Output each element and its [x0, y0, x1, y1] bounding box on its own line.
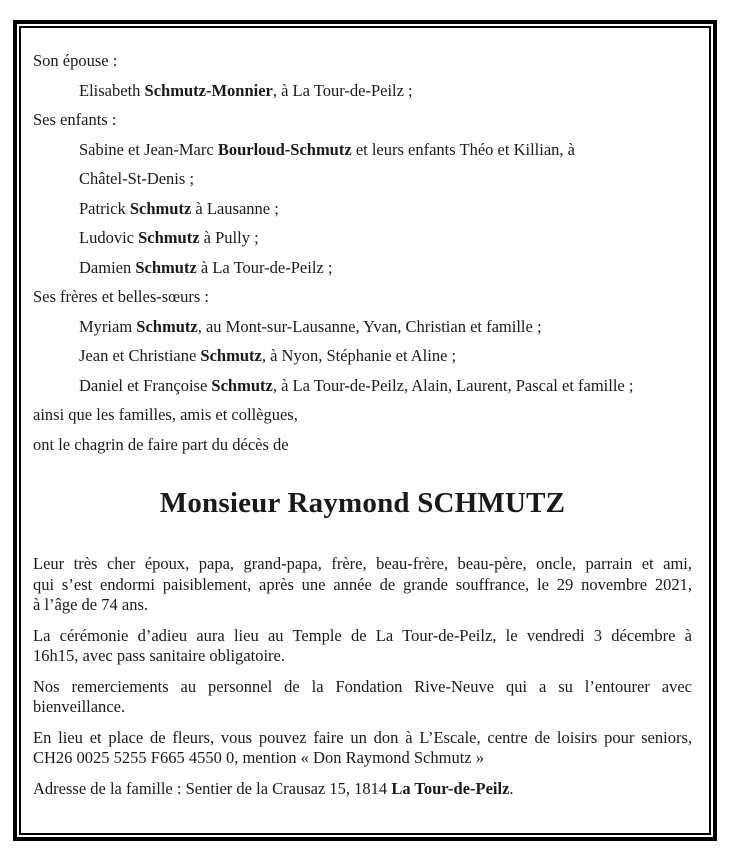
- text-segment: Myriam: [79, 316, 137, 336]
- text-segment: Daniel et Françoise: [79, 375, 212, 395]
- paragraph-line: [33, 677, 692, 698]
- text-segment: Ses frères et belles-sœurs :: [33, 287, 209, 306]
- text-segment: Son épouse :: [33, 51, 118, 70]
- family-list: [33, 46, 692, 459]
- text-segment: Sabine et Jean-Marc: [79, 139, 218, 159]
- text-segment: , au Mont-sur-Lausanne, Yvan, Christian et famille ;: [197, 316, 542, 336]
- family-list-line: [33, 194, 692, 224]
- text-segment: Elisabeth: [79, 80, 145, 100]
- notice-paragraph: [33, 626, 692, 667]
- text-segment: et leurs enfants Théo et Killian, à: [351, 139, 575, 159]
- text-segment: .: [509, 778, 514, 798]
- bold-text-segment: Schmutz: [135, 257, 197, 277]
- text-segment: à La Tour-de-Peilz ;: [196, 257, 333, 277]
- paragraph-line: [33, 748, 692, 769]
- bold-text-segment: Schmutz: [200, 346, 262, 365]
- text-segment: Patrick: [79, 198, 130, 218]
- family-list-line: [33, 105, 692, 135]
- paragraph-line: [33, 554, 692, 575]
- family-list-line: [33, 46, 692, 76]
- text-segment: à l’âge de 74 ans.: [33, 595, 148, 614]
- notice-border-frame: [13, 20, 717, 841]
- family-list-line: [33, 76, 692, 106]
- text-segment: , à La Tour-de-Peilz ;: [272, 80, 413, 100]
- paragraph-line: [33, 626, 692, 647]
- notice-paragraph: [33, 779, 692, 800]
- text-segment: , à La Tour-de-Peilz, Alain, Laurent, Pascal et famille ;: [272, 375, 634, 395]
- bold-text-segment: Schmutz: [211, 375, 273, 395]
- text-segment: qui s’est endormi paisiblement, après une année de grande souffrance, le 29 novembre 2021,: [33, 574, 692, 594]
- bold-text-segment: Bourloud-Schmutz: [217, 139, 352, 159]
- text-segment: ainsi que les familles, amis et collègues,: [33, 405, 298, 424]
- text-segment: Damien: [79, 257, 136, 277]
- paragraph-line: [33, 595, 692, 616]
- paragraph-line: [33, 779, 692, 800]
- text-segment: à Pully ;: [199, 228, 259, 247]
- bold-text-segment: Schmutz-Monnier: [144, 80, 273, 100]
- deceased-name-title: Monsieur Raymond SCHMUTZ: [159, 487, 566, 519]
- family-list-line: [33, 341, 692, 371]
- family-list-line: [33, 371, 692, 401]
- notice-content: [21, 28, 709, 833]
- paragraph-line: [33, 575, 692, 596]
- text-segment: 16h15, avec pass sanitaire obligatoire.: [33, 646, 286, 665]
- paragraph-line: [33, 728, 692, 749]
- paragraph-line: [33, 646, 692, 667]
- family-list-line: [33, 430, 692, 460]
- text-segment: à Lausanne ;: [191, 198, 279, 218]
- bold-text-segment: La Tour-de-Peilz: [391, 778, 510, 798]
- text-segment: bienveillance.: [33, 697, 126, 716]
- text-segment: ont le chagrin de faire part du décès de: [33, 434, 289, 454]
- notice-paragraph: [33, 677, 692, 718]
- text-segment: Châtel-St-Denis ;: [79, 169, 195, 188]
- text-segment: , à Nyon, Stéphanie et Aline ;: [261, 346, 457, 365]
- family-list-line: [33, 282, 692, 312]
- text-segment: La cérémonie d’adieu aura lieu au Temple de La Tour-de-Peilz, le vendredi 3 décembre à: [33, 625, 692, 645]
- notice-paragraph: [33, 728, 692, 769]
- text-segment: Nos remerciements au personnel de la Fondation Rive-Neuve qui a su l’entourer avec: [33, 676, 692, 696]
- notice-paragraphs: [33, 554, 692, 799]
- family-list-line: [33, 223, 692, 253]
- text-segment: CH26 0025 5255 F665 4550 0, mention « Don Raymond Schmutz »: [33, 748, 484, 767]
- text-segment: Ludovic: [79, 228, 139, 247]
- family-list-line: [33, 400, 692, 430]
- bold-text-segment: Schmutz: [138, 228, 200, 247]
- family-list-line: [33, 164, 692, 194]
- text-segment: En lieu et place de fleurs, vous pouvez faire un don à L’Escale, centre de loisirs pour seniors,: [33, 727, 692, 747]
- notice-paragraph: [33, 554, 692, 616]
- bold-text-segment: Schmutz: [129, 198, 192, 218]
- text-segment: Jean et Christiane: [79, 346, 201, 365]
- family-list-line: [33, 312, 692, 342]
- family-list-line: [33, 135, 692, 165]
- paragraph-line: [33, 697, 692, 718]
- notice-inner-frame: [19, 26, 711, 835]
- bold-text-segment: Schmutz: [136, 316, 198, 336]
- family-list-line: [33, 253, 692, 283]
- text-segment: Ses enfants :: [33, 110, 117, 129]
- text-segment: Adresse de la famille : Sentier de la Crausaz 15, 1814: [33, 778, 392, 798]
- text-segment: Leur très cher époux, papa, grand-papa, frère, beau-frère, beau-père, oncle, parrain et ami,: [33, 554, 692, 573]
